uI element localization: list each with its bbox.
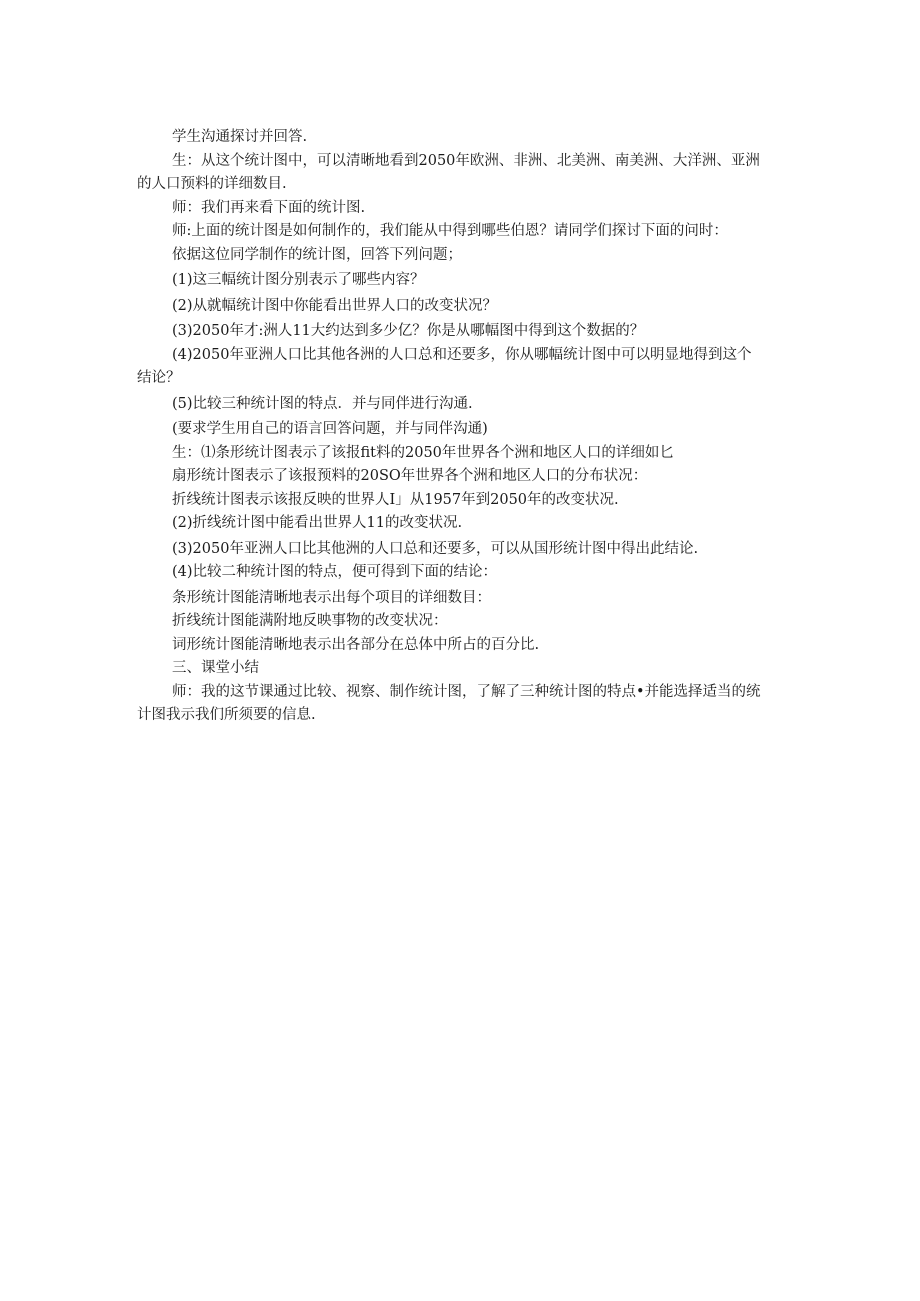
answer-item: (4)比较二种统计图的特点，便可得到下面的结论： — [172, 564, 498, 580]
document-body — [137, 126, 787, 728]
conclusion-item: 条形统计图能清晰地表示出每个项目的详细数目： — [172, 589, 491, 606]
text-line: 生：从这个统计图中，可以清晰地看到2050年欧洲、非洲、北美洲、南美洲、大洋洲、亚洲 — [172, 152, 760, 169]
conclusion-item: 折线统计图能满附地反映事物的改变状况： — [172, 613, 448, 629]
answer-item: 折线统计图表示该报反映的世界人I」从1957年到2050年的改变状况. — [172, 491, 619, 508]
answer-item: (3)2050年亚洲人口比其他洲的人口总和还要多，可以从国形统计图中得出此结论. — [172, 540, 699, 557]
section-heading: 三、课堂小结 — [172, 660, 259, 676]
answer-item: 生：⑴条形统计图表示了该报fit料的2050年世界各个洲和地区人口的详细如匕 — [172, 444, 674, 461]
question-item: (3)2050年才:洲人11大约达到多少亿？你是从哪幅图中得到这个数据的？ — [172, 323, 645, 339]
text-line: 师：我们再来看下面的统计图. — [172, 199, 366, 216]
text-line: 师:上面的统计图是如何制作的，我们能从中得到哪些伯恩？请同学们探讨下面的问时： — [172, 223, 728, 239]
question-item: (4)2050年亚洲人口比其他各洲的人口总和还要多，你从哪幅统计图中可以明显地得到这个 — [172, 346, 752, 363]
text-line: 的人口预料的详细数目. — [137, 176, 287, 192]
text-line: 结论？ — [137, 370, 181, 386]
question-item: (2)从就幅统计图中你能看出世界人口的改变状况？ — [172, 297, 498, 314]
question-item: (1)这三幅统计图分别表示了哪些内容？ — [172, 272, 425, 288]
text-line: (要求学生用自己的语言回答问题，并与同伴沟通) — [172, 421, 488, 437]
text-line: 依据这位同学制作的统计图，回答下列问题； — [172, 246, 462, 263]
question-item: (5)比较三种统计图的特点．并与同伴进行沟通. — [172, 395, 473, 412]
text-line: 学生沟通探讨并回答. — [172, 129, 308, 145]
answer-item: (2)折线统计图中能看出世界人11的改变状况. — [172, 515, 463, 531]
text-line: 师：我的这节课通过比较、视察、制作统计图，了解了三种统计图的特点•并能选择适当的统 — [172, 683, 761, 700]
text-line: 计图我示我们所须要的信息. — [137, 707, 316, 723]
conclusion-item: 词形统计图能清晰地表示出各部分在总体中所占的百分比. — [172, 636, 540, 653]
answer-item: 扇形统计图表示了该报预料的20SO年世界各个洲和地区人口的分布状况： — [172, 468, 648, 484]
